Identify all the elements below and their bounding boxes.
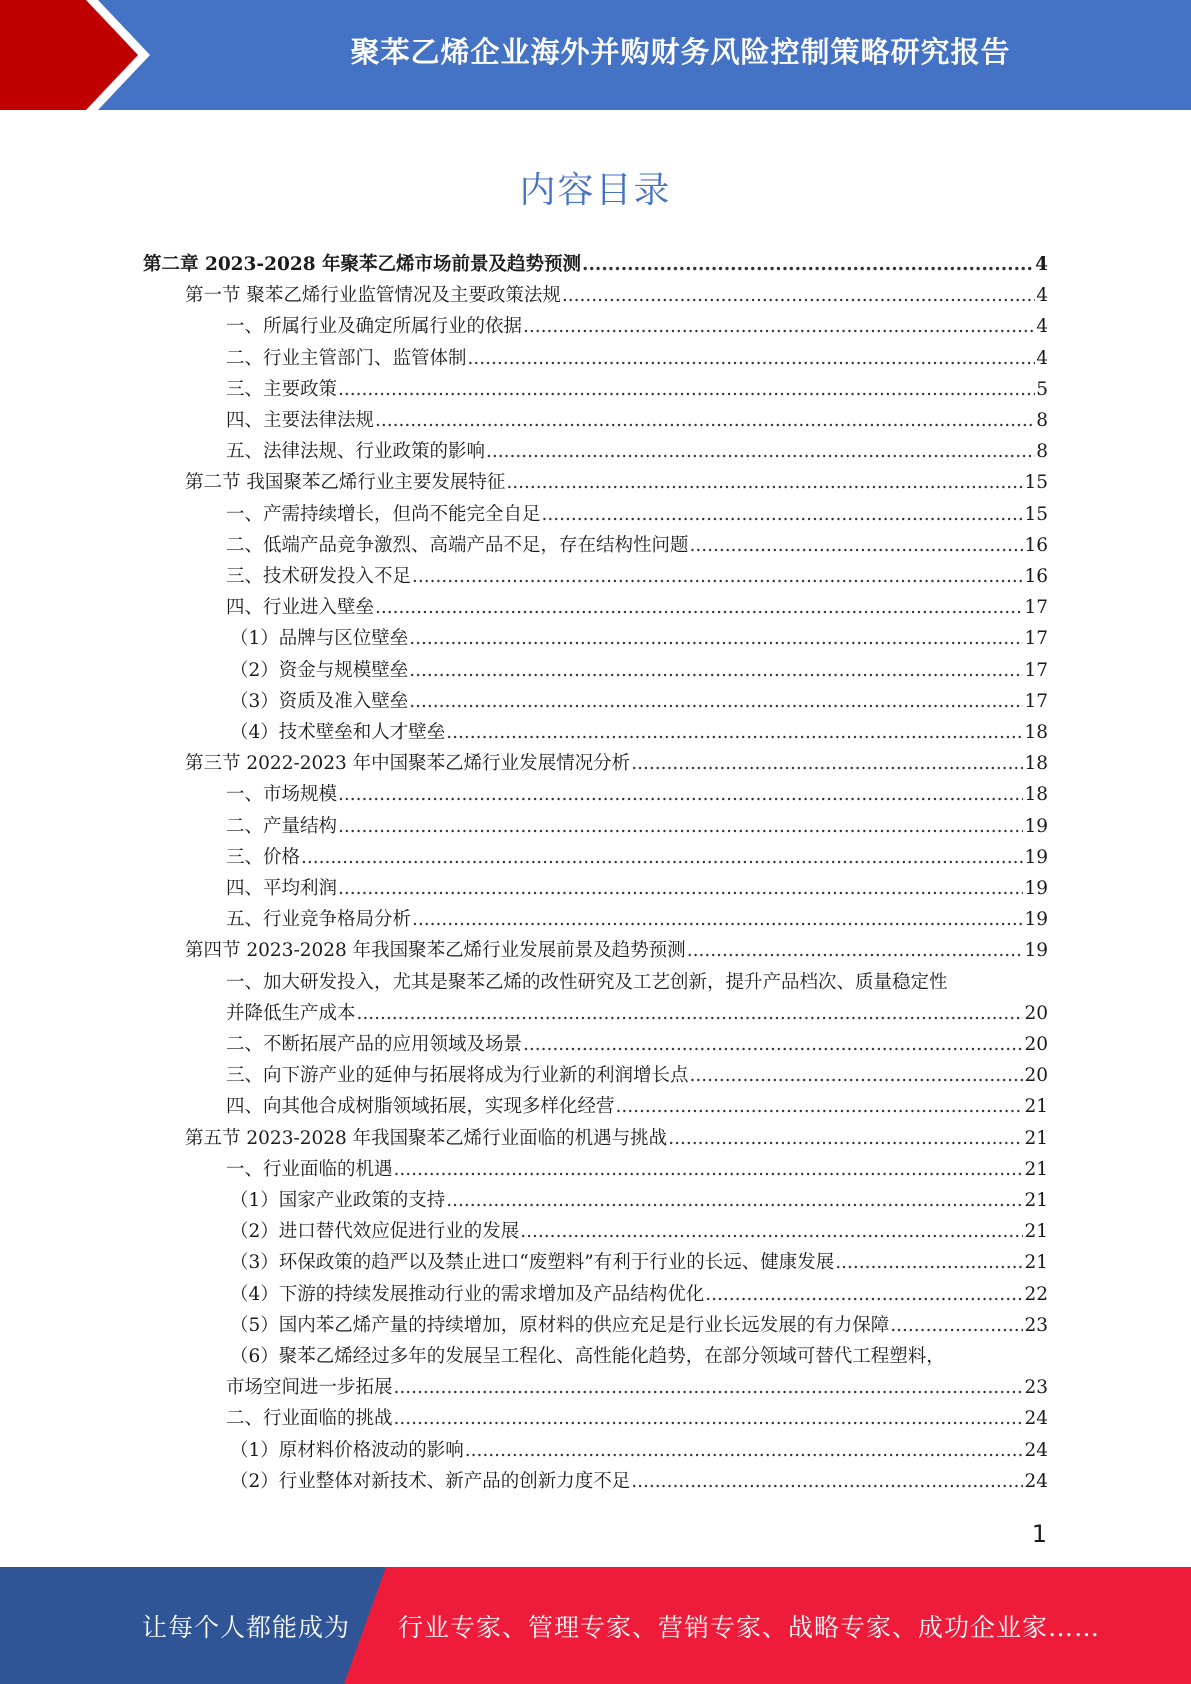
toc-entry[interactable] [226,315,1048,339]
footer-slogan-left: 让每个人都能成为 [142,1612,351,1642]
toc-leader-dots [835,1251,1023,1275]
toc-leader-dots [409,627,1023,651]
toc-leader-dots [412,565,1023,589]
toc-entry[interactable] [143,253,1048,277]
toc-entry-page: 19 [1024,815,1048,837]
toc-entry-page: 19 [1024,846,1048,868]
toc-entry-label: 二、行业面临的挑战 [226,1408,393,1430]
toc-entry-label: 第四节 2023-2028 年我国聚苯乙烯行业发展前景及趋势预测 [185,940,686,962]
toc-entry[interactable] [226,1033,1048,1057]
toc-entry[interactable] [226,1158,1048,1182]
toc-leader-dots [338,815,1023,839]
toc-entry-label: （1）国家产业政策的支持 [230,1190,446,1211]
toc-entry-label: 并降低生产成本 [226,1002,356,1024]
toc-entry-page: 15 [1024,503,1048,525]
header-banner [0,0,1191,110]
toc-leader-dots [705,1283,1023,1307]
toc-entry[interactable] [230,1439,1048,1463]
toc-entry-page: 21 [1024,1158,1048,1180]
toc-entry-label: （2）进口替代效应促进行业的发展 [230,1221,520,1243]
toc-entry-page: 16 [1024,566,1048,587]
toc-entry[interactable] [226,347,1048,371]
toc-leader-dots [668,1127,1023,1151]
toc-entry-label: 四、行业进入壁垒 [226,597,375,619]
toc-entry[interactable] [226,971,1046,995]
toc-entry[interactable] [185,1127,1048,1151]
toc-entry[interactable] [226,815,1048,839]
toc-entry[interactable] [226,846,1048,870]
toc-entry[interactable] [226,534,1048,558]
toc-entry-page: 21 [1024,1252,1048,1274]
toc-entry[interactable] [230,627,1048,651]
toc-entry-label: 三、技术研发投入不足 [226,566,412,587]
toc-entry-page: 24 [1024,1408,1048,1430]
toc-leader-dots [542,503,1024,527]
toc-entry[interactable] [230,1189,1048,1213]
toc-entry-page: 20 [1024,1002,1048,1024]
toc-leader-dots [486,440,1035,464]
toc-leader-dots [375,409,1035,433]
toc-entry-page: 21 [1024,1127,1048,1149]
toc-leader-dots [394,1158,1024,1182]
toc-entry-label: （1）品牌与区位壁垒 [230,628,409,650]
toc-entry-label: 五、法律法规、行业政策的影响 [226,441,486,463]
toc-entry-label: 五、行业竞争格局分析 [226,909,412,931]
toc-entry-label: 一、所属行业及确定所属行业的依据 [226,316,523,338]
toc-entry-page: 20 [1024,1065,1048,1087]
toc-entry[interactable] [226,1002,1048,1026]
toc-leader-dots [582,253,1034,277]
toc-entry-label: （3）环保政策的趋严以及禁止进口“废塑料”有利于行业的长远、健康发展 [230,1252,835,1274]
toc-entry-page: 22 [1024,1283,1048,1305]
toc-entry-page: 21 [1024,1190,1048,1211]
page-number: 1 [1031,1520,1047,1548]
toc-entry-page: 5 [1036,378,1048,400]
toc-entry-label: （2）行业整体对新技术、新产品的创新力度不足 [230,1470,631,1492]
toc-entry[interactable] [226,877,1048,901]
toc-leader-dots [506,471,1023,495]
toc-entry-page: 18 [1024,753,1048,775]
toc-leader-dots [394,1407,1024,1431]
toc-entry-page: 4 [1036,347,1048,369]
toc-title: 内容目录 [519,170,672,211]
toc-entry-label: （3）资质及准入壁垒 [230,690,409,712]
toc-entry-page: 17 [1024,659,1048,681]
toc-entry-page: 23 [1024,1377,1048,1399]
toc-leader-dots [446,721,1023,745]
toc-entry-label: 一、市场规模 [226,784,338,806]
toc-entry-label: 市场空间进一步拓展 [226,1377,393,1399]
toc-entry-label: 第二章 2023-2028 年聚苯乙烯市场前景及趋势预测 [143,254,582,275]
toc-entry[interactable] [226,1064,1048,1088]
toc-entry-page: 4 [1036,316,1048,338]
toc-entry-label: （5）国内苯乙烯产量的持续增加，原材料的供应充足是行业长远发展的有力保障 [230,1314,890,1336]
toc-leader-dots [409,659,1023,683]
header-chevron-decoration [0,0,170,110]
toc-entry-label: （4）下游的持续发展推动行业的需求增加及产品结构优化 [230,1283,705,1305]
toc-leader-dots [375,596,1023,620]
toc-leader-dots [523,1033,1023,1057]
toc-entry[interactable] [230,721,1048,745]
toc-entry-page: 20 [1024,1034,1048,1055]
header-title: 聚苯乙烯企业海外并购财务风险控制策略研究报告 [350,34,1011,69]
toc-entry-page: 17 [1024,690,1048,712]
toc-entry[interactable] [226,908,1048,932]
toc-entry[interactable] [226,1407,1048,1431]
toc-entry[interactable] [230,1251,1048,1275]
toc-entry-page: 24 [1024,1439,1048,1461]
toc-entry-label: 第三节 2022-2023 年中国聚苯乙烯行业发展情况分析 [185,753,631,775]
toc-entry-label: 二、产量结构 [226,815,338,837]
toc-entry-label: 二、低端产品竞争激烈、高端产品不足，存在结构性问题 [226,534,689,556]
toc-entry-label: 三、向下游产业的延伸与拓展将成为行业新的利润增长点 [226,1065,689,1087]
toc-leader-dots [631,752,1023,776]
toc-entry-page: 18 [1024,722,1048,743]
toc-leader-dots [412,908,1023,932]
toc-entry-page: 23 [1024,1314,1048,1336]
toc-entry-page: 8 [1036,441,1048,463]
toc-leader-dots [520,1220,1023,1244]
toc-entry[interactable] [226,596,1048,620]
toc-entry[interactable] [185,752,1048,776]
toc-leader-dots [338,783,1023,807]
toc-entry[interactable] [226,378,1048,402]
toc-entry-label: （4）技术壁垒和人才壁垒 [230,722,446,743]
toc-leader-dots [394,1376,1024,1400]
toc-entry[interactable] [226,1095,1048,1119]
toc-leader-dots [446,1189,1023,1213]
toc-entry-label: 三、价格 [226,846,301,868]
toc-leader-dots [562,284,1035,308]
toc-leader-dots [687,939,1024,963]
toc-entry-label: 二、不断拓展产品的应用领域及场景 [226,1034,523,1055]
toc-leader-dots [523,315,1035,339]
toc-entry-page: 17 [1024,628,1048,650]
toc-entry-page: 24 [1024,1470,1048,1492]
toc-entry-page: 21 [1024,1221,1048,1243]
toc-entry-page: 19 [1024,909,1048,931]
toc-leader-dots [465,1439,1024,1463]
toc-leader-dots [338,877,1023,901]
toc-entry-label: 一、产需持续增长，但尚不能完全自足 [226,503,541,525]
toc-entry-page: 15 [1024,472,1048,494]
toc-entry-label: 第五节 2023-2028 年我国聚苯乙烯行业面临的机遇与挑战 [185,1127,668,1149]
toc-entry[interactable] [230,1314,1048,1338]
toc-leader-dots [690,1064,1024,1088]
toc-entry[interactable] [185,939,1048,963]
toc-entry-label: （2）资金与规模壁垒 [230,659,409,681]
toc-leader-dots [631,1470,1023,1494]
toc-entry-label: 四、平均利润 [226,878,338,899]
toc-entry[interactable] [226,1376,1048,1400]
toc-leader-dots [409,690,1023,714]
toc-entry[interactable] [230,690,1048,714]
toc-entry[interactable] [230,1220,1048,1244]
toc-leader-dots [338,378,1035,402]
toc-entry[interactable] [185,471,1048,495]
toc-entry-page: 21 [1024,1096,1048,1118]
toc-entry-page: 19 [1024,878,1048,899]
toc-leader-dots [616,1095,1024,1119]
toc-entry-page: 16 [1024,534,1048,556]
toc-entry-label: 第一节 聚苯乙烯行业监管情况及主要政策法规 [185,285,561,307]
toc-entry-page: 18 [1024,784,1048,806]
toc-entry-label: 四、向其他合成树脂领域拓展，实现多样化经营 [226,1096,615,1118]
toc-entry[interactable] [226,440,1048,464]
toc-entry[interactable] [226,409,1048,433]
toc-entry-page: 4 [1035,254,1048,275]
toc-entry-page: 8 [1036,410,1048,431]
toc-entry-label: 第二节 我国聚苯乙烯行业主要发展特征 [185,472,506,494]
toc-entry-label: （1）原材料价格波动的影响 [230,1439,464,1461]
toc-entry[interactable] [226,565,1048,589]
toc-entry[interactable] [226,783,1048,807]
footer-slogan-right: 行业专家、管理专家、营销专家、战略专家、成功企业家…… [398,1612,1101,1642]
toc-entry-label: 四、主要法律法规 [226,410,375,431]
toc-leader-dots [890,1314,1023,1338]
toc-entry-label: 二、行业主管部门、监管体制 [226,347,467,369]
toc-entry[interactable] [230,1345,1046,1369]
toc-leader-dots [690,534,1024,558]
toc-entry-label: 三、主要政策 [226,378,338,400]
toc-entry-page: 17 [1024,597,1048,619]
toc-entry[interactable] [230,1283,1048,1307]
toc-entry-label: 一、行业面临的机遇 [226,1158,393,1180]
toc-leader-dots [468,347,1036,371]
toc-entry-page: 4 [1036,285,1048,307]
toc-entry[interactable] [185,284,1048,308]
toc-entry-page: 19 [1024,940,1048,962]
toc-entry-label: （6）聚苯乙烯经过多年的发展呈工程化、高性能化趋势，在部分领域可替代工程塑料， [230,1346,945,1367]
toc-leader-dots [301,846,1023,870]
toc-entry[interactable] [230,659,1048,683]
toc-entry[interactable] [230,1470,1048,1494]
toc-leader-dots [357,1002,1024,1026]
footer-banner [0,1567,1191,1684]
toc-entry-label: 一、加大研发投入，尤其是聚苯乙烯的改性研究及工艺创新，提升产品档次、质量稳定性 [226,971,948,993]
toc-entry[interactable] [226,503,1048,527]
